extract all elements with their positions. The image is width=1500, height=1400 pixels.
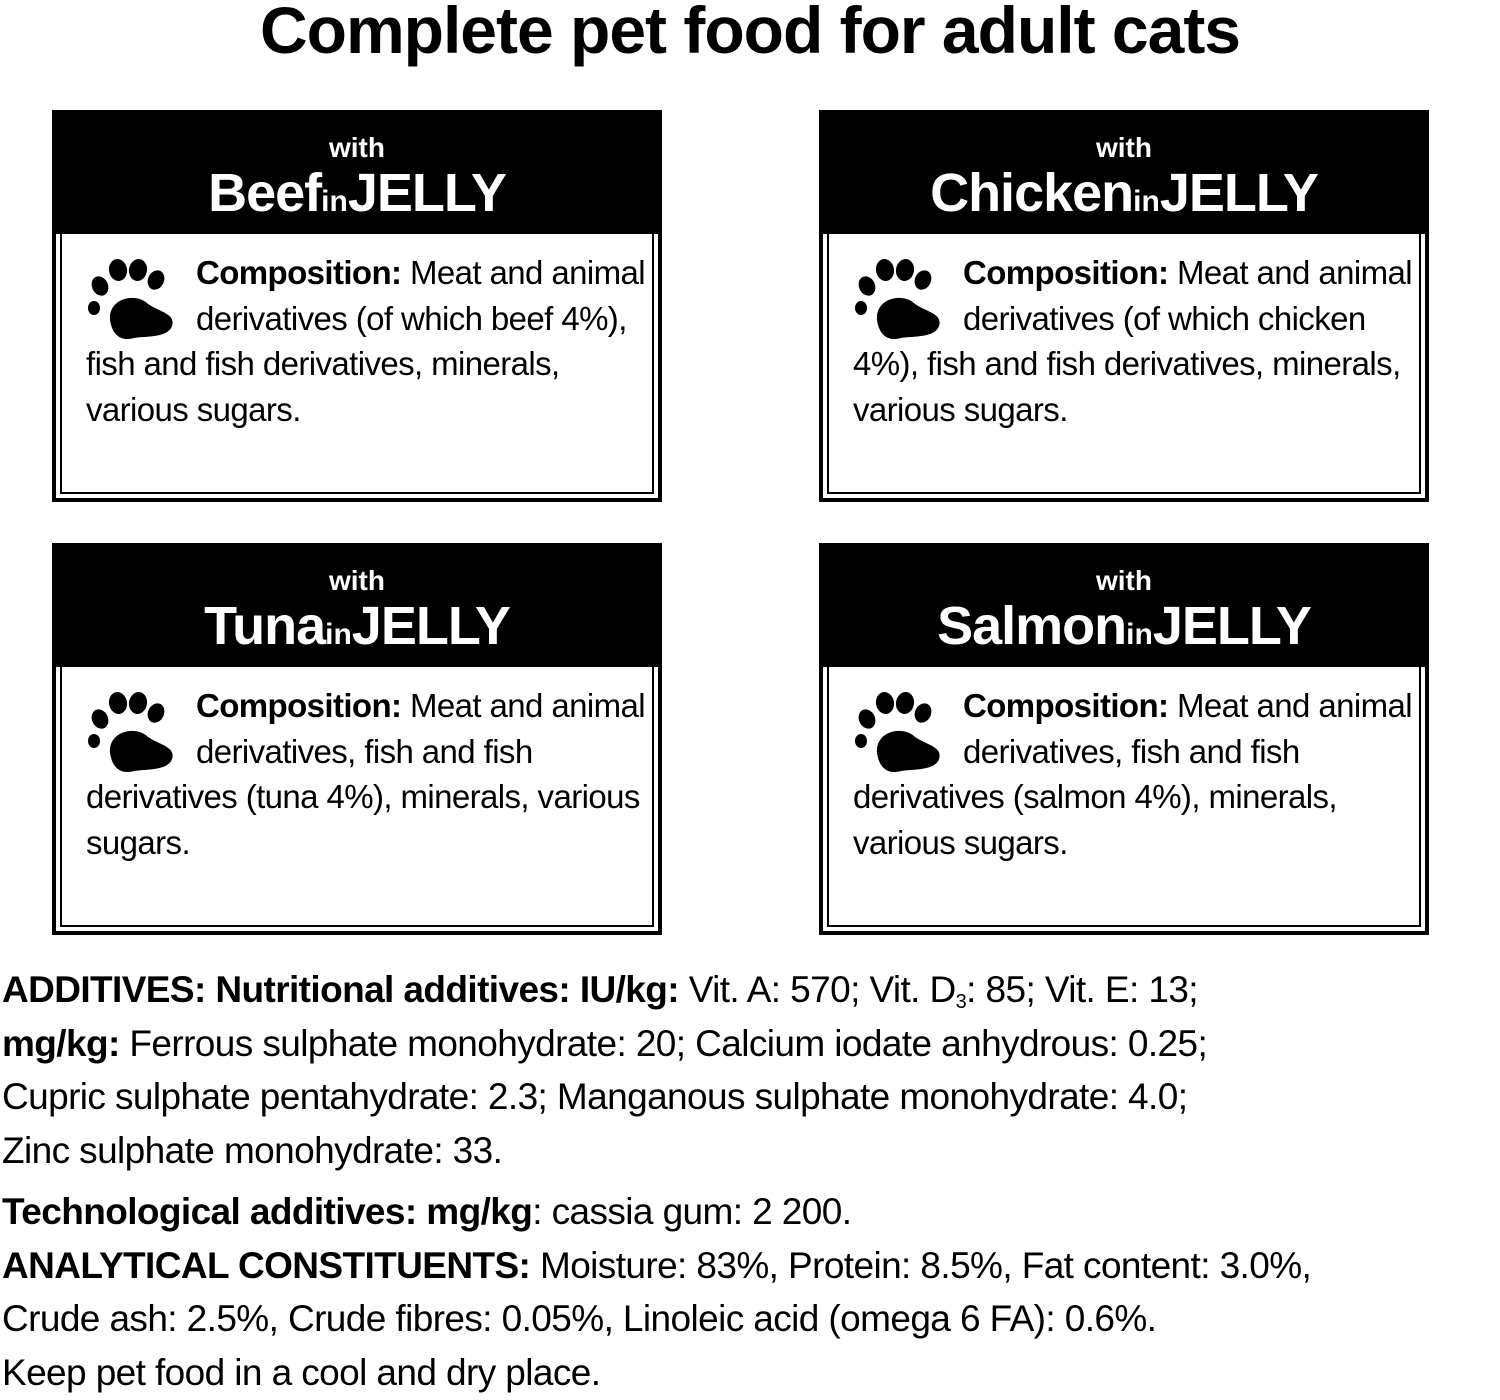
flavour-in: in: [321, 185, 348, 218]
composition-text-block: [86, 683, 646, 865]
analytical-line-1: [2, 1239, 1500, 1293]
analytical-values-1: Moisture: 83%, Protein: 8.5%, Fat content: 3.0%,: [539, 1244, 1312, 1286]
card-with: with: [329, 132, 385, 163]
composition-text: Meat and animal derivatives (of which chicken 4%), fish and fish derivatives, minerals, various sugars.: [853, 254, 1412, 428]
flavour-jelly: JELLY: [351, 596, 510, 656]
product-card-salmon: [819, 543, 1429, 935]
product-card-beef: [52, 110, 662, 502]
card-flavour-title: [823, 162, 1425, 233]
additives-line-2: [2, 1017, 1500, 1071]
composition-text-block: [853, 250, 1413, 432]
flavour-in: in: [325, 618, 352, 651]
flavour-name: Beef: [208, 163, 322, 223]
flavour-in: in: [1126, 618, 1153, 651]
card-body: [60, 667, 654, 927]
iu-values-a: Vit. A: 570; Vit. D: [688, 969, 956, 1010]
product-card-chicken: [819, 110, 1429, 502]
card-with: with: [1096, 132, 1152, 163]
card-header: [823, 114, 1425, 234]
iu-values-rest: : 85; Vit. E: 13;: [966, 969, 1198, 1010]
flavour-name: Chicken: [930, 163, 1134, 223]
card-flavour-title: [56, 595, 658, 666]
composition-text: Meat and animal derivatives, fish and fish derivatives (salmon 4%), minerals, various sugars.: [853, 687, 1412, 861]
mgkg-label: mg/kg:: [2, 1022, 120, 1064]
additives-heading: ADDITIVES: Nutritional additives: IU/kg:: [2, 969, 679, 1010]
composition-text: Meat and animal derivatives (of which beef 4%), fish and fish derivatives, minerals, various sugars.: [86, 254, 645, 428]
flavour-jelly: JELLY: [1152, 596, 1311, 656]
technological-line: [2, 1185, 1500, 1239]
card-with: with: [1096, 565, 1152, 596]
nutrition-info: [2, 963, 1500, 1399]
mgkg-line-1: Ferrous sulphate monohydrate: 20; Calcium iodate anhydrous: 0.25;: [129, 1022, 1208, 1064]
composition-text-block: [853, 683, 1413, 865]
composition-label: Composition:: [196, 687, 402, 724]
composition-label: Composition:: [196, 254, 402, 291]
card-body: [60, 234, 654, 494]
composition-label: Composition:: [963, 687, 1169, 724]
storage-instruction: Keep pet food in a cool and dry place.: [2, 1351, 601, 1393]
flavour-jelly: JELLY: [1159, 163, 1318, 223]
flavour-jelly: JELLY: [347, 163, 506, 223]
card-header: [823, 547, 1425, 667]
flavour-in: in: [1133, 185, 1160, 218]
analytical-label: ANALYTICAL CONSTITUENTS:: [2, 1244, 531, 1286]
card-flavour-title: [56, 162, 658, 233]
flavour-name: Tuna: [204, 596, 326, 656]
card-header: [56, 547, 658, 667]
technological-label: Technological additives: mg/kg: [2, 1191, 533, 1232]
page-title: Complete pet food for adult cats: [259, 0, 1241, 67]
vit-d-subscript: 3: [955, 991, 967, 1013]
mgkg-line-3: Zinc sulphate monohydrate: 33.: [2, 1129, 503, 1171]
card-header: [56, 114, 658, 234]
card-flavour-title: [823, 595, 1425, 666]
mgkg-line-2: Cupric sulphate pentahydrate: 2.3; Manganous sulphate monohydrate: 4.0;: [2, 1076, 1188, 1117]
card-body: [827, 667, 1421, 927]
flavour-name: Salmon: [937, 596, 1127, 656]
card-body: [827, 234, 1421, 494]
product-card-tuna: [52, 543, 662, 935]
additives-line-1: [2, 963, 1500, 1017]
composition-label: Composition:: [963, 254, 1169, 291]
composition-text: Meat and animal derivatives, fish and fish derivatives (tuna 4%), minerals, various sugars.: [86, 687, 645, 861]
analytical-line-2: Crude ash: 2.5%, Crude fibres: 0.05%, Linoleic acid (omega 6 FA): 0.6%.: [2, 1298, 1157, 1339]
technological-text: : cassia gum: 2 200.: [532, 1191, 852, 1232]
composition-text-block: [86, 250, 646, 432]
card-with: with: [329, 565, 385, 596]
